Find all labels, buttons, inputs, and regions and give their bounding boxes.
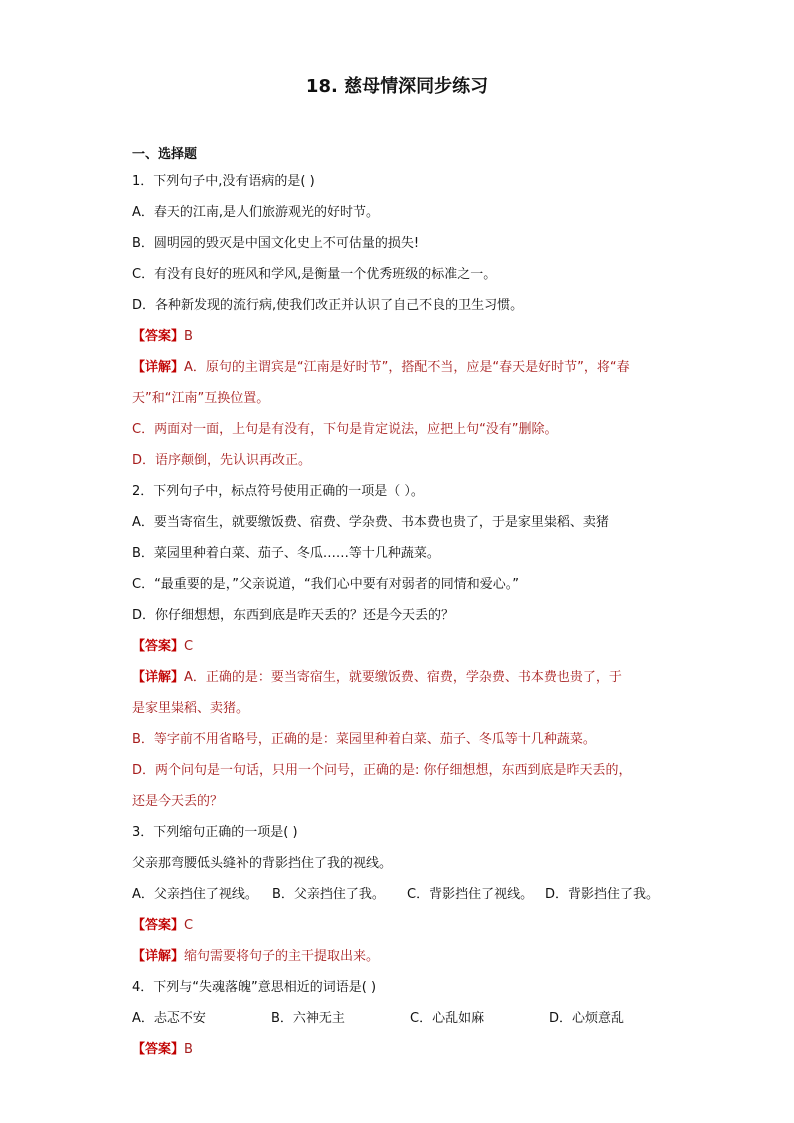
q1-answer bbox=[132, 321, 672, 352]
explain-tag: 【详解】 bbox=[132, 949, 185, 964]
q3-option-c: C．背影挡住了视线。 bbox=[407, 887, 534, 902]
q3-answer bbox=[132, 910, 672, 941]
q2-option-d: D．你仔细想想，东西到底是昨天丢的？还是今天丢的？ bbox=[132, 608, 455, 623]
answer-value: B bbox=[184, 329, 193, 344]
q3-option-d: D．背影挡住了我。 bbox=[545, 887, 660, 902]
q2-option-b: B．菜园里种着白菜、茄子、冬瓜……等十几种蔬菜。 bbox=[132, 546, 440, 561]
q1-explain-line-1 bbox=[132, 352, 672, 383]
answer-value: C bbox=[184, 639, 194, 654]
answer-value: B bbox=[184, 1042, 193, 1057]
q1-option-a: A．春天的江南,是人们旅游观光的好时节。 bbox=[132, 205, 380, 220]
page-title: 18. 慈母情深同步练习 bbox=[305, 76, 489, 97]
q2-answer bbox=[132, 631, 672, 662]
q4-option-d: D．心烦意乱 bbox=[549, 1011, 625, 1026]
q2-stem: 2．下列句子中，标点符号使用正确的一项是（ ）。 bbox=[132, 484, 424, 499]
answer-tag: 【答案】 bbox=[132, 1042, 185, 1057]
q1-stem: 1．下列句子中,没有语病的是( ) bbox=[132, 174, 315, 189]
q1-explain-line-4: D．语序颠倒，先认识再改正。 bbox=[132, 453, 312, 468]
explain-text: A．正确的是：要当寄宿生，就要缴饭费、宿费，学杂费、书本费也贵了，于 bbox=[184, 670, 622, 685]
q2-explain-line-4: D．两个问句是一句话，只用一个问号，正确的是: 你仔细想想，东西到底是昨天丢的， bbox=[132, 763, 632, 778]
q2-option-c: C．“最重要的是，”父亲说道，“我们心中要有对弱者的同情和爱心。” bbox=[132, 577, 520, 592]
q1-option-b: B．圆明园的毁灭是中国文化史上不可估量的损失! bbox=[132, 236, 420, 251]
answer-tag: 【答案】 bbox=[132, 329, 185, 344]
explain-text: 缩句需要将句子的主干提取出来。 bbox=[184, 949, 380, 964]
explain-tag: 【详解】 bbox=[132, 360, 185, 375]
q1-explain-line-2: 天”和“江南”互换位置。 bbox=[132, 391, 270, 406]
q2-explain-line-5: 还是今天丢的？ bbox=[132, 794, 224, 809]
answer-tag: 【答案】 bbox=[132, 918, 185, 933]
q2-explain-line-2: 是家里粜稻、卖猪。 bbox=[132, 701, 250, 716]
section-title: 一、选择题 bbox=[132, 147, 198, 162]
q4-options bbox=[132, 1003, 672, 1034]
explain-text: A．原句的主谓宾是“江南是好时节”，搭配不当，应是“春天是好时节”，将“春 bbox=[184, 360, 630, 375]
q4-option-a: A．忐忑不安 bbox=[132, 1011, 206, 1026]
q4-option-c: C．心乱如麻 bbox=[410, 1011, 485, 1026]
q3-option-a: A．父亲挡住了视线。 bbox=[132, 887, 258, 902]
q1-option-d: D．各种新发现的流行病,使我们改正并认识了自己不良的卫生习惯。 bbox=[132, 298, 524, 313]
q3-sentence: 父亲那弯腰低头缝补的背影挡住了我的视线。 bbox=[132, 856, 393, 871]
q4-option-b: B．六神无主 bbox=[271, 1011, 345, 1026]
explain-tag: 【详解】 bbox=[132, 670, 185, 685]
q1-explain-line-3: C．两面对一面，上句是有没有，下句是肯定说法，应把上句“没有”删除。 bbox=[132, 422, 558, 437]
q3-stem: 3．下列缩句正确的一项是( ) bbox=[132, 825, 298, 840]
q3-explain-line-1 bbox=[132, 941, 672, 972]
q2-explain-line-3: B．等字前不用省略号，正确的是：菜园里种着白菜、茄子、冬瓜等十几种蔬菜。 bbox=[132, 732, 596, 747]
q4-stem: 4．下列与“失魂落魄”意思相近的词语是( ) bbox=[132, 980, 377, 995]
q4-answer bbox=[132, 1034, 672, 1065]
q2-explain-line-1 bbox=[132, 662, 672, 693]
answer-value: C bbox=[184, 918, 194, 933]
q3-option-b: B．父亲挡住了我。 bbox=[272, 887, 385, 902]
q1-option-c: C．有没有良好的班风和学风,是衡量一个优秀班级的标准之一。 bbox=[132, 267, 497, 282]
q3-options bbox=[132, 879, 672, 910]
q2-option-a: A．要当寄宿生，就要缴饭费、宿费、学杂费、书本费也贵了，于是家里粜稻、卖猪 bbox=[132, 515, 609, 530]
answer-tag: 【答案】 bbox=[132, 639, 185, 654]
content bbox=[132, 144, 672, 1065]
